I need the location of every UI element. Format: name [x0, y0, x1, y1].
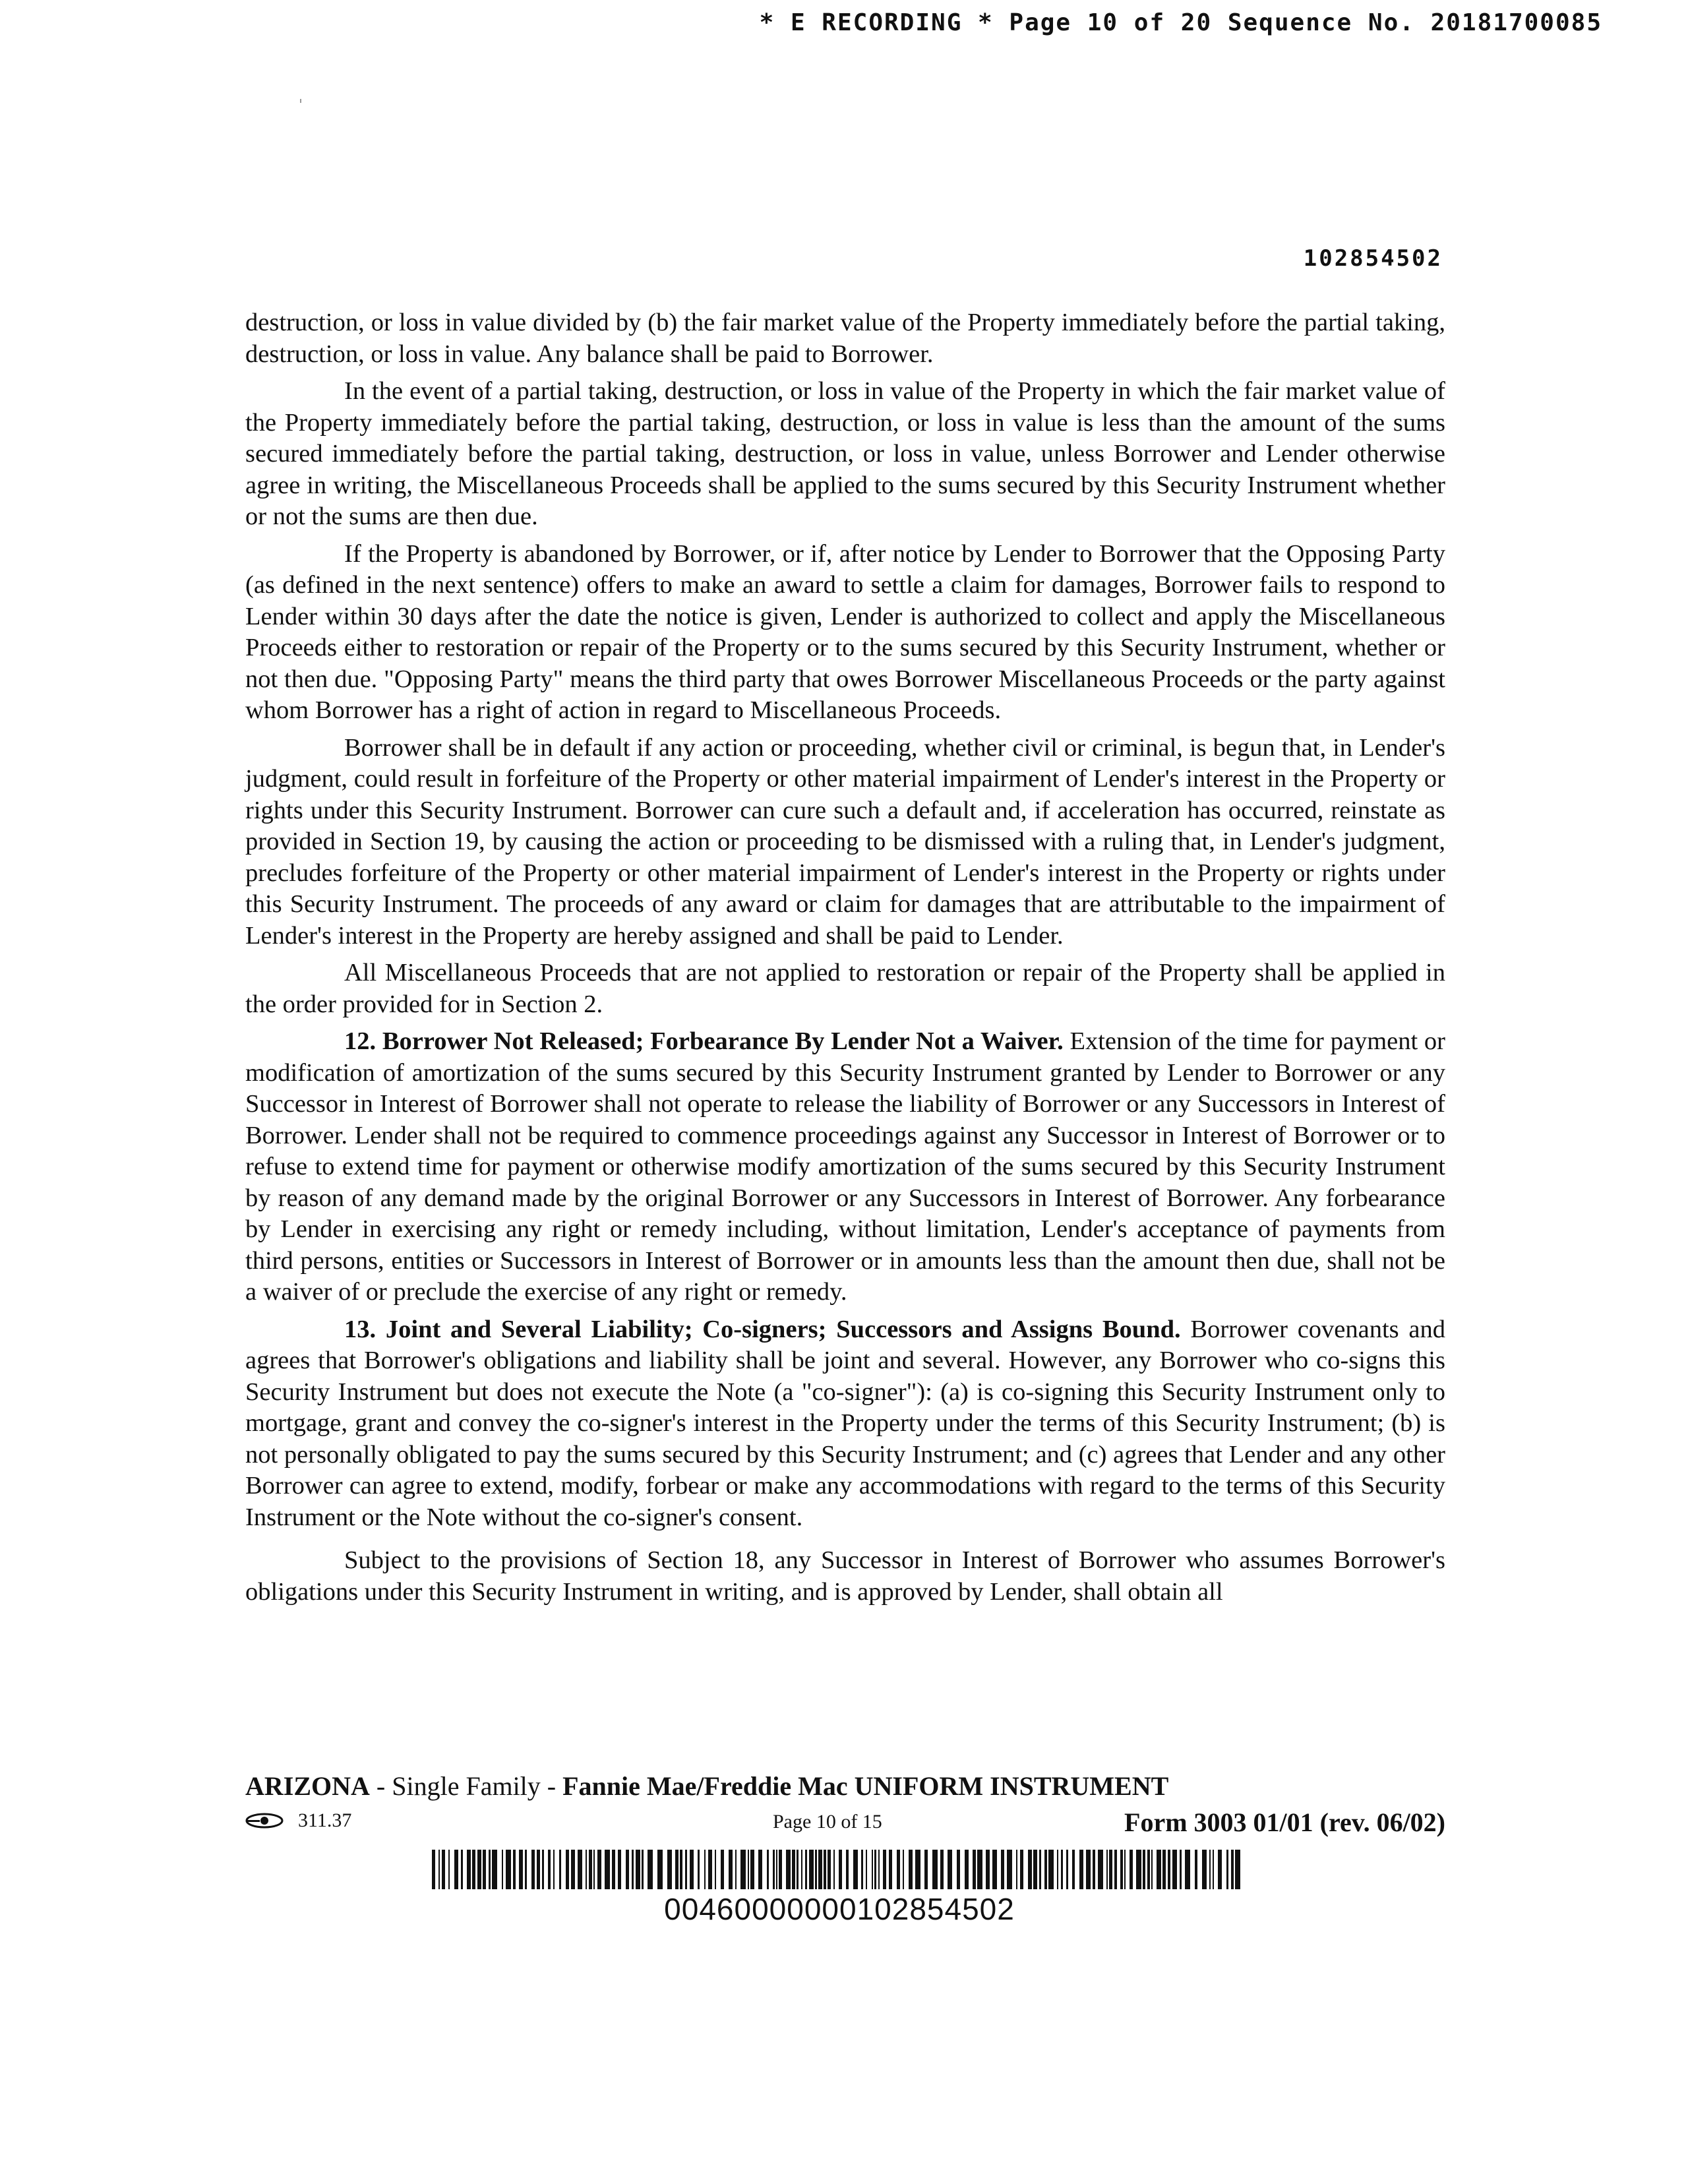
- barcode-bar: [815, 1850, 817, 1889]
- barcode-bar: [932, 1850, 938, 1889]
- section-13-heading: 13. Joint and Several Liability; Co-signers; Successors and Assigns Bound.: [344, 1315, 1181, 1343]
- barcode-bar: [903, 1850, 904, 1889]
- footer-agencies: Fannie Mae/Freddie Mac UNIFORM INSTRUMENT: [562, 1771, 1169, 1801]
- barcode-bar: [767, 1850, 769, 1889]
- barcode-bar: [801, 1850, 802, 1889]
- scan-speck: [300, 99, 301, 103]
- barcode-bar: [758, 1850, 762, 1889]
- form-footer: [245, 1771, 1445, 1841]
- section-12: [245, 1026, 1445, 1308]
- barcode-bar: [897, 1850, 900, 1889]
- page-number: Page 10 of 15: [773, 1811, 882, 1833]
- barcode: [432, 1850, 1247, 1889]
- barcode-bar: [597, 1850, 601, 1889]
- barcode-bar: [589, 1850, 592, 1889]
- barcode-bar: [853, 1850, 858, 1889]
- barcode-bar: [685, 1850, 687, 1889]
- barcode-bar: [986, 1850, 990, 1889]
- barcode-bar: [1044, 1850, 1047, 1889]
- barcode-bar: [846, 1850, 849, 1889]
- barcode-bar: [965, 1850, 969, 1889]
- barcode-bar: [1020, 1850, 1023, 1889]
- barcode-bar: [586, 1850, 587, 1889]
- barcode-bar: [502, 1850, 503, 1889]
- barcode-bar: [667, 1850, 672, 1889]
- section-13-text: Borrower covenants and agrees that Borrower's obligations and liability shall be joint and several. However, any Borrower who co-signs this Security Instrument but does not execute the Note (a "co-signer"): (a) is co-signing this Security Instrument only to mortgage, grant and convey the co-signer's interest in the Property under the terms of this Security Instrument; (b) is not personally obligated to pay the sums secured by this Security Instrument; and (c) agrees that Lender and any other Borrower can agree to extend, modify, forbear or make any accommodations with regard to the terms of this Security Instrument or the Note without the co-signer's consent.: [245, 1315, 1445, 1531]
- barcode-bar: [833, 1850, 835, 1889]
- barcode-bar: [874, 1850, 876, 1889]
- barcode-bar: [636, 1850, 640, 1889]
- barcode-bar: [1120, 1850, 1123, 1889]
- barcode-bar: [872, 1850, 873, 1889]
- barcode-bar: [1151, 1850, 1153, 1889]
- paragraph: Subject to the provisions of Section 18, any Successor in Interest of Borrower who assumes Borrower's obligations under this Security Instrument in writing, and is approved by Lender, shall obtain all: [245, 1546, 1445, 1606]
- barcode-bar: [805, 1850, 807, 1889]
- barcode-bar: [818, 1850, 822, 1889]
- barcode-bar: [1235, 1850, 1240, 1889]
- section-12-heading: 12. Borrower Not Released; Forbearance By Lender Not a Waiver.: [344, 1027, 1064, 1055]
- barcode-bar: [1001, 1850, 1004, 1889]
- barcode-bar: [750, 1850, 754, 1889]
- barcode-bar: [1157, 1850, 1161, 1889]
- barcode-bar: [632, 1850, 634, 1889]
- barcode-bar: [593, 1850, 595, 1889]
- barcode-bar: [566, 1850, 569, 1889]
- barcode-bar: [708, 1850, 712, 1889]
- paragraph: If the Property is abandoned by Borrower, or if, after notice by Lender to Borrower that the Opposing Party (as defined in the next sentence) offers to make an award to settle a claim for damages, Borrower fails to respond to Lender within 30 days after the date the notice is given, Lender is authorized to collect and apply the Miscellaneous Proceeds either to restoration or repair of the Property or to the sums secured by this Security Instrument, whether or not then due. "Opposing Party" means the third party that owes Borrower Miscellaneous Proceeds or the party against whom Borrower has a right of action in regard to Miscellaneous Proceeds.: [245, 539, 1445, 724]
- barcode-bar: [786, 1850, 791, 1889]
- barcode-bar: [448, 1850, 450, 1889]
- barcode-bar: [704, 1850, 706, 1889]
- barcode-bar: [1147, 1850, 1150, 1889]
- footer-state: ARIZONA: [245, 1771, 370, 1801]
- barcode-bar: [618, 1850, 621, 1889]
- barcode-bar: [1218, 1850, 1222, 1889]
- barcode-bar: [626, 1850, 629, 1889]
- barcode-bar: [824, 1850, 826, 1889]
- barcode-bar: [477, 1850, 481, 1889]
- barcode-bar: [977, 1850, 982, 1889]
- barcode-bar: [467, 1850, 471, 1889]
- paragraph: In the event of a partial taking, destruction, or loss in value of the Property in which the fair market value of the Property immediately before the partial taking, destruction, or loss in value is less than the amount of the sums secured immediately before the partial taking, destruction, or loss in value, unless Borrower and Lender otherwise agree in writing, the Miscellaneous Proceeds shall be applied to the sums secured by this Security Instrument whether or not the sums are then due.: [245, 377, 1445, 530]
- barcode-bar: [648, 1850, 653, 1889]
- barcode-bar: [828, 1850, 831, 1889]
- barcode-bar: [889, 1850, 892, 1889]
- barcode-bar: [461, 1850, 463, 1889]
- barcode-bar: [878, 1850, 880, 1889]
- form-number: Form 3003 01/01 (rev. 06/02): [1124, 1807, 1445, 1837]
- barcode-bar: [1086, 1850, 1091, 1889]
- barcode-bar: [866, 1850, 867, 1889]
- barcode-bar: [809, 1850, 814, 1889]
- recording-stamp: * E RECORDING * Page 10 of 20 Sequence No. 20181700085: [759, 9, 1602, 36]
- barcode-bar: [489, 1850, 491, 1889]
- barcode-bar: [1124, 1850, 1126, 1889]
- barcode-bar: [1106, 1850, 1108, 1889]
- barcode-bar: [779, 1850, 782, 1889]
- barcode-bar: [1172, 1850, 1177, 1889]
- barcode-bar: [537, 1850, 540, 1889]
- barcode-bar: [513, 1850, 516, 1889]
- barcode-bar: [605, 1850, 610, 1889]
- form-code-number: 311.37: [298, 1809, 352, 1831]
- barcode-bar: [1016, 1850, 1017, 1889]
- barcode-bar: [1098, 1850, 1103, 1889]
- barcode-bar: [776, 1850, 777, 1889]
- barcode-bar: [748, 1850, 749, 1889]
- barcode-number: 00460000000102854502: [664, 1892, 1015, 1926]
- barcode-bar: [1180, 1850, 1182, 1889]
- barcode-bar: [1114, 1850, 1117, 1889]
- barcode-bar: [1130, 1850, 1133, 1889]
- paragraph: All Miscellaneous Proceeds that are not applied to restoration or repair of the Property shall be applied in the order provided for in Section 2.: [245, 959, 1445, 1018]
- barcode-bar: [680, 1850, 682, 1889]
- barcode-bar: [492, 1850, 497, 1889]
- barcode-bar: [1143, 1850, 1145, 1889]
- barcode-bar: [472, 1850, 475, 1889]
- barcode-bar: [1213, 1850, 1214, 1889]
- footer-title: [245, 1771, 1445, 1802]
- barcode-bar: [839, 1850, 842, 1889]
- barcode-bar: [729, 1850, 733, 1889]
- barcode-bar: [948, 1850, 952, 1889]
- barcode-bar: [519, 1850, 523, 1889]
- barcode-bar: [698, 1850, 700, 1889]
- barcode-bar: [715, 1850, 716, 1889]
- barcode-bar: [1061, 1850, 1063, 1889]
- barcode-bar: [578, 1850, 582, 1889]
- barcode-bar: [531, 1850, 535, 1889]
- barcode-bar: [1209, 1850, 1211, 1889]
- barcode-bar: [1066, 1850, 1068, 1889]
- barcode-bar: [883, 1850, 886, 1889]
- barcode-bar: [690, 1850, 694, 1889]
- barcode-bar: [1195, 1850, 1197, 1889]
- barcode-bar: [542, 1850, 544, 1889]
- barcode-bar: [924, 1850, 928, 1889]
- barcode-bar: [1079, 1850, 1083, 1889]
- barcode-bar: [735, 1850, 737, 1889]
- loan-number: 102854502: [1303, 245, 1443, 272]
- barcode-bar: [548, 1850, 551, 1889]
- barcode-bar: [915, 1850, 920, 1889]
- barcode-bar: [1007, 1850, 1012, 1889]
- document-body: [245, 307, 1445, 1614]
- barcode-bar: [1057, 1850, 1058, 1889]
- barcode-bar: [957, 1850, 960, 1889]
- barcode-bar: [571, 1850, 575, 1889]
- barcode-bar: [1202, 1850, 1207, 1889]
- barcode-bar: [612, 1850, 615, 1889]
- barcode-bar: [642, 1850, 644, 1889]
- barcode-bar: [909, 1850, 913, 1889]
- barcode-bar: [992, 1850, 997, 1889]
- barcode-bar: [432, 1850, 435, 1889]
- barcode-bar: [1231, 1850, 1234, 1889]
- barcode-bar: [675, 1850, 678, 1889]
- barcode-bar: [1168, 1850, 1170, 1889]
- barcode-bar: [1093, 1850, 1095, 1889]
- barcode-bar: [861, 1850, 863, 1889]
- barcode-bar: [553, 1850, 555, 1889]
- barcode-bar: [973, 1850, 976, 1889]
- eye-logo-icon: [245, 1813, 284, 1829]
- barcode-bar: [1028, 1850, 1032, 1889]
- barcode-bar: [773, 1850, 775, 1889]
- barcode-bar: [483, 1850, 486, 1889]
- footer-type: - Single Family -: [369, 1771, 563, 1801]
- barcode-bar: [1136, 1850, 1141, 1889]
- barcode-bar: [657, 1850, 663, 1889]
- barcode-bar: [1185, 1850, 1190, 1889]
- barcode-bar: [1033, 1850, 1037, 1889]
- barcode-bar: [1072, 1850, 1075, 1889]
- paragraph: destruction, or loss in value divided by (b) the fair market value of the Property immediately before the partial taking, destruction, or loss in value. Any balance shall be paid to Borrower.: [245, 309, 1445, 368]
- barcode-bar: [940, 1850, 944, 1889]
- barcode-bar: [1109, 1850, 1112, 1889]
- barcode-bar: [525, 1850, 527, 1889]
- form-code: [245, 1809, 351, 1832]
- barcode-bar: [792, 1850, 795, 1889]
- barcode-bar: [442, 1850, 445, 1889]
- barcode-bar: [721, 1850, 724, 1889]
- barcode-bar: [506, 1850, 511, 1889]
- barcode-bar: [1048, 1850, 1054, 1889]
- barcode-bar: [740, 1850, 746, 1889]
- barcode-bar: [1039, 1850, 1041, 1889]
- barcode-bar: [1162, 1850, 1166, 1889]
- section-13: [245, 1314, 1445, 1534]
- section-12-text: Extension of the time for payment or modification of amortization of the sums secured by this Security Instrument granted by Lender to Borrower or any Successor in Interest of Borrower shall not operate to release the liability of Borrower or any Successors in Interest of Borrower. Lender shall not be required to commence proceedings against any Successor in Interest of Borrower or to refuse to extend time for payment or otherwise modify amortization of the sums secured by this Security Instrument by reason of any demand made by the original Borrower or any Successors in Interest of Borrower. Any forbearance by Lender in exercising any right or remedy including, without limitation, Lender's acceptance of payments from third persons, entities or Successors in Interest of Borrower or in amounts less than the amount then due, shall not be a waiver of or preclude the exercise of any right or remedy.: [245, 1027, 1446, 1306]
- barcode-bar: [559, 1850, 561, 1889]
- barcode-bar: [454, 1850, 458, 1889]
- barcode-bar: [438, 1850, 440, 1889]
- barcode-bar: [1226, 1850, 1228, 1889]
- paragraph: Borrower shall be in default if any action or proceeding, whether civil or criminal, is begun that, in Lender's judgment, could result in forfeiture of the Property or other material impairment of Lender's interest in the Property or rights under this Security Instrument. Borrower can cure such a default and, if acceleration has occurred, reinstate as provided in Section 19, by causing the action or proceeding to be dismissed with a ruling that, in Lender's judgment, precludes forfeiture of the Property or other material impairment of Lender's interest in the Property or rights under this Security Instrument. The proceeds of any award or claim for damages that are attributable to the impairment of Lender's interest in the Property are hereby assigned and shall be paid to Lender.: [245, 733, 1445, 950]
- barcode-bar: [797, 1850, 799, 1889]
